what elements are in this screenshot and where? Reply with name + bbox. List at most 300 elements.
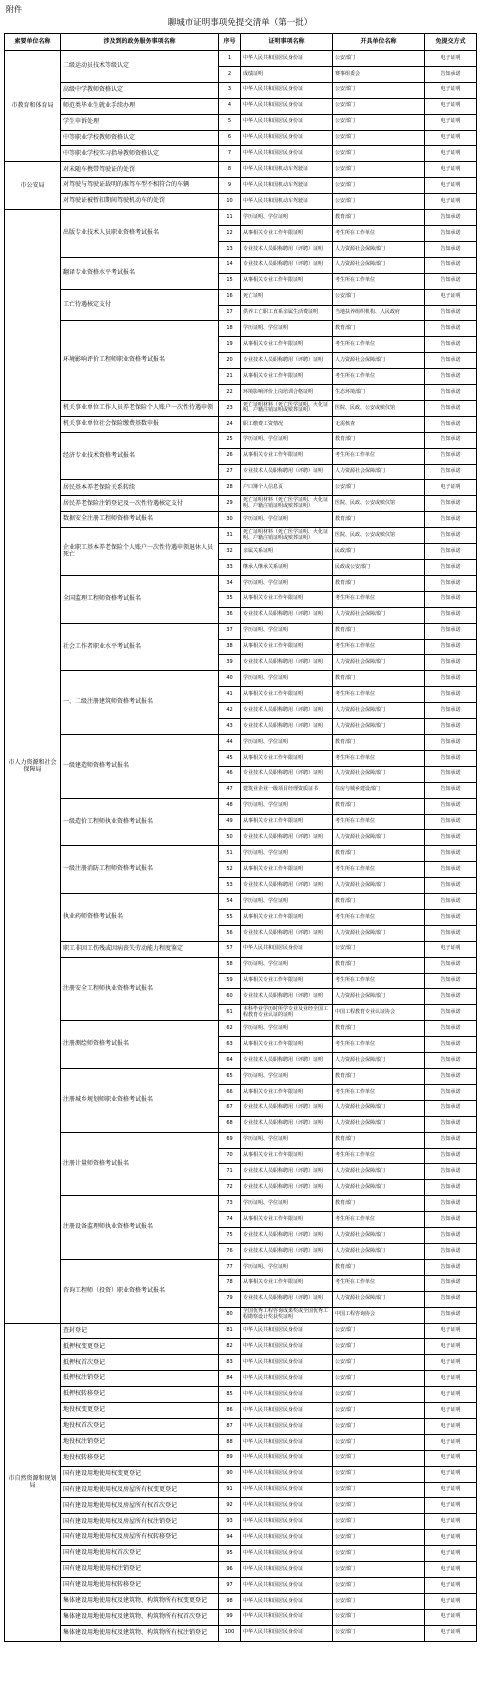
issuer-cell: 人力资源社会保障部门 [333, 1291, 425, 1307]
certificate-cell: 专业技术人员职称聘用（评聘）证明 [241, 1116, 333, 1132]
certificate-cell: 专业技术人员职称聘用（评聘）证明 [241, 241, 333, 257]
table-row [5, 1530, 477, 1546]
certificate-cell: 专业技术人员职称聘用（评聘）证明 [241, 464, 333, 480]
table-row [5, 1578, 477, 1594]
issuer-cell: 考生所在工作单位 [333, 973, 425, 989]
exemption-mode-cell: 告知承诺 [425, 257, 477, 273]
issuer-cell: 人力资源社会保障部门 [333, 257, 425, 273]
serial-no-cell: 89 [219, 1450, 241, 1466]
serial-no-cell: 41 [219, 687, 241, 703]
exemption-mode-cell: 电子证明 [425, 1434, 477, 1450]
certificate-cell: 从事相关专业工作年限证明 [241, 973, 333, 989]
service-item-cell: 数据安全注册工程师资格考试报名 [61, 512, 219, 528]
certificate-cell: 学历证明、学位证明 [241, 1069, 333, 1085]
issuer-cell: 教育部门 [333, 671, 425, 687]
issuer-cell: 教育部门 [333, 512, 425, 528]
issuer-cell: 公安部门 [333, 1578, 425, 1594]
exemption-mode-cell: 电子证明 [425, 194, 477, 210]
serial-no-cell: 69 [219, 1132, 241, 1148]
exemption-mode-cell: 告知承诺 [425, 814, 477, 830]
issuer-cell: 公安部门 [333, 1562, 425, 1578]
certificate-cell: 中华人民共和国居民身份证 [241, 1387, 333, 1403]
service-item-cell: 注册设备监理师执业资格考试报名 [61, 1196, 219, 1260]
serial-no-cell: 97 [219, 1578, 241, 1594]
exemption-mode-cell: 电子证明 [425, 1593, 477, 1609]
issuer-cell: 公安部门 [333, 1403, 425, 1419]
issuer-cell: 考生所在工作单位 [333, 369, 425, 385]
exemption-mode-cell: 告知承诺 [425, 639, 477, 655]
serial-no-cell: 77 [219, 1259, 241, 1275]
issuer-cell: 医院、民政、公安或殡仪馆 [333, 496, 425, 512]
serial-no-cell: 87 [219, 1418, 241, 1434]
issuer-cell: 公安部门 [333, 178, 425, 194]
exemption-mode-cell: 电子证明 [425, 1339, 477, 1355]
service-item-cell: 学生申诉处理 [61, 114, 219, 130]
certificate-cell: 死亡证明材料（死亡医学证明、火化证明、户籍注销证明或殡葬证明） [241, 400, 333, 416]
serial-no-cell: 8 [219, 162, 241, 178]
exemption-mode-cell: 告知承诺 [425, 448, 477, 464]
issuer-cell: 人力资源社会保障部门 [333, 925, 425, 941]
exemption-mode-cell: 告知承诺 [425, 1100, 477, 1116]
certificate-cell: 中华人民共和国居民身份证 [241, 1418, 333, 1434]
header-requesting-dept: 索要单位名称 [5, 34, 61, 51]
service-item-cell: 经济专业技术资格考试报名 [61, 432, 219, 480]
certificate-cell: 死亡证明 [241, 289, 333, 305]
certificate-cell: 从事相关专业工作年限证明 [241, 1275, 333, 1291]
exemption-mode-cell: 告知承诺 [425, 273, 477, 289]
certificate-cell: 学历证明、学位证明 [241, 1021, 333, 1037]
serial-no-cell: 2 [219, 66, 241, 82]
service-item-cell: 抵押权转移登记 [61, 1387, 219, 1403]
service-item-cell: 师范类毕业生就业手续办理 [61, 98, 219, 114]
service-item-cell: 职工非因工伤残或因病丧失劳动能力程度鉴定 [61, 941, 219, 957]
certificate-cell: 中华人民共和国居民身份证 [241, 1450, 333, 1466]
issuer-cell: 人力资源社会保障部门 [333, 1053, 425, 1069]
certificate-cell: 从事相关专业工作年限证明 [241, 225, 333, 241]
issuer-cell: 医院、民政、公安或殡仪馆 [333, 400, 425, 416]
exemption-mode-cell: 电子证明 [425, 1355, 477, 1371]
exemption-mode-cell: 告知承诺 [425, 1243, 477, 1259]
issuer-cell: 考生所在工作单位 [333, 687, 425, 703]
serial-no-cell: 58 [219, 957, 241, 973]
serial-no-cell: 4 [219, 98, 241, 114]
table-row [5, 1625, 477, 1641]
exemption-mode-cell: 告知承诺 [425, 321, 477, 337]
certificate-cell: 中华人民共和国居民身份证 [241, 1530, 333, 1546]
exemption-mode-cell: 告知承诺 [425, 1275, 477, 1291]
certificate-cell: 中华人民共和国居民身份证 [241, 1403, 333, 1419]
certificate-cell: 中华人民共和国居民身份证 [241, 1578, 333, 1594]
certificate-cell: 学历证明、学位证明 [241, 575, 333, 591]
serial-no-cell: 51 [219, 846, 241, 862]
issuer-cell: 人力资源社会保障部门 [333, 878, 425, 894]
issuer-cell: 人力资源社会保障部门 [333, 719, 425, 735]
table-row [5, 1418, 477, 1434]
exemption-mode-cell: 电子证明 [425, 1403, 477, 1419]
table-row [5, 734, 477, 750]
exemption-mode-cell: 电子证明 [425, 1609, 477, 1625]
issuer-cell: 公安部门 [333, 162, 425, 178]
exemption-mode-cell: 电子证明 [425, 82, 477, 98]
serial-no-cell: 55 [219, 909, 241, 925]
serial-no-cell: 48 [219, 798, 241, 814]
issuer-cell: 人力资源社会保障部门 [333, 241, 425, 257]
table-row [5, 400, 477, 416]
exemption-mode-cell: 告知承诺 [425, 1021, 477, 1037]
exemption-mode-cell: 电子证明 [425, 1546, 477, 1562]
service-item-cell: 翻译专业资格水平考试报名 [61, 257, 219, 289]
table-row [5, 114, 477, 130]
serial-no-cell: 32 [219, 544, 241, 560]
service-item-cell: 一级注册消防工程师资格考试报名 [61, 846, 219, 894]
certificate-cell: 学历证明、学位证明 [241, 1259, 333, 1275]
certificate-cell: 专业技术人员职称聘用（评聘）证明 [241, 1291, 333, 1307]
issuer-cell: 公安部门 [333, 1339, 425, 1355]
serial-no-cell: 52 [219, 862, 241, 878]
exemption-mode-cell: 告知承诺 [425, 687, 477, 703]
serial-no-cell: 63 [219, 1037, 241, 1053]
certificate-cell: 死亡证明材料（死亡医学证明、火化证明、户籍注销证明或殡葬证明） [241, 528, 333, 544]
service-item-cell: 注册安全工程师执业资格考试报名 [61, 957, 219, 1021]
service-item-cell: 注册城乡规划师职业资格考试报名 [61, 1069, 219, 1133]
table-row [5, 1069, 477, 1085]
exemption-mode-cell: 告知承诺 [425, 798, 477, 814]
service-item-cell: 执业药师资格考试报名 [61, 894, 219, 942]
serial-no-cell: 14 [219, 257, 241, 273]
serial-no-cell: 73 [219, 1196, 241, 1212]
issuer-cell: 教育部门 [333, 575, 425, 591]
certificate-cell: 继承人继承关系证明 [241, 560, 333, 576]
exemption-mode-cell: 告知承诺 [425, 225, 477, 241]
certificate-cell: 中华人民共和国居民身份证 [241, 1434, 333, 1450]
exemption-mode-cell: 电子证明 [425, 51, 477, 67]
issuer-cell: 公安部门 [333, 1609, 425, 1625]
exemption-mode-cell: 电子证明 [425, 146, 477, 162]
issuer-cell: 公安部门 [333, 1482, 425, 1498]
issuer-cell: 人力资源社会保障部门 [333, 1243, 425, 1259]
table-row [5, 1466, 477, 1482]
table-row [5, 1196, 477, 1212]
service-item-cell: 全国监理工程师资格考试报名 [61, 575, 219, 623]
serial-no-cell: 3 [219, 82, 241, 98]
table-row [5, 1339, 477, 1355]
table-row [5, 1323, 477, 1339]
serial-no-cell: 49 [219, 814, 241, 830]
header-issuer: 开具单位名称 [333, 34, 425, 51]
serial-no-cell: 44 [219, 734, 241, 750]
issuer-cell: 公安部门 [333, 98, 425, 114]
issuer-cell: 人力资源社会保障部门 [333, 353, 425, 369]
serial-no-cell: 78 [219, 1275, 241, 1291]
serial-no-cell: 54 [219, 894, 241, 910]
certificate-cell: 从事相关专业工作年限证明 [241, 369, 333, 385]
exemption-mode-cell: 告知承诺 [425, 544, 477, 560]
exemption-mode-cell: 告知承诺 [425, 909, 477, 925]
serial-no-cell: 68 [219, 1116, 241, 1132]
certificate-cell: 学历证明、学位证明 [241, 1196, 333, 1212]
certificate-cell: 中华人民共和国居民身份证 [241, 82, 333, 98]
exemption-mode-cell: 告知承诺 [425, 1084, 477, 1100]
serial-no-cell: 81 [219, 1323, 241, 1339]
exemption-mode-cell: 告知承诺 [425, 1037, 477, 1053]
table-row [5, 194, 477, 210]
exemption-mode-cell: 电子证明 [425, 1450, 477, 1466]
exemption-mode-cell: 告知承诺 [425, 750, 477, 766]
service-item-cell: 国有建设用地使用权首次登记 [61, 1546, 219, 1562]
issuer-cell: 赛事组委会 [333, 66, 425, 82]
service-item-cell: 地役权变更登记 [61, 1403, 219, 1419]
certificate-cell: 专业技术人员职称聘用（评聘）证明 [241, 1180, 333, 1196]
exemption-mode-cell: 告知承诺 [425, 432, 477, 448]
serial-no-cell: 53 [219, 878, 241, 894]
serial-no-cell: 19 [219, 337, 241, 353]
serial-no-cell: 91 [219, 1482, 241, 1498]
serial-no-cell: 33 [219, 560, 241, 576]
table-row [5, 130, 477, 146]
issuer-cell: 公安部门 [333, 1418, 425, 1434]
exemption-mode-cell: 告知承诺 [425, 1212, 477, 1228]
issuer-cell: 公安部门 [333, 1466, 425, 1482]
certificate-cell: 中华人民共和国居民身份证 [241, 941, 333, 957]
certificate-cell: 从事相关专业工作年限证明 [241, 687, 333, 703]
issuer-cell: 考生所在工作单位 [333, 814, 425, 830]
exemption-mode-cell: 电子证明 [425, 1387, 477, 1403]
table-row [5, 162, 477, 178]
certificate-cell: 学历证明、学位证明 [241, 432, 333, 448]
table-row [5, 51, 477, 67]
certificate-cell: 学历证明、学位证明 [241, 846, 333, 862]
certificate-cell: 学历证明、学位证明 [241, 957, 333, 973]
issuer-cell: 公安部门 [333, 1514, 425, 1530]
issuer-cell: 人力资源社会保障部门 [333, 830, 425, 846]
exemption-mode-cell: 告知承诺 [425, 973, 477, 989]
issuer-cell: 人力资源社会保障部门 [333, 1116, 425, 1132]
serial-no-cell: 94 [219, 1530, 241, 1546]
issuer-cell: 考生所在工作单位 [333, 909, 425, 925]
certificate-cell: 中华人民共和国机动车驾驶证 [241, 162, 333, 178]
serial-no-cell: 21 [219, 369, 241, 385]
certificate-cell: 中华人民共和国居民身份证 [241, 1339, 333, 1355]
issuer-cell: 公安部门 [333, 1355, 425, 1371]
issuer-cell: 教育部门 [333, 894, 425, 910]
service-item-cell: 集体建设用地使用权及建筑物、构筑物所有权变更登记 [61, 1593, 219, 1609]
issuer-cell: 公安部门 [333, 1625, 425, 1641]
exemption-mode-cell: 告知承诺 [425, 957, 477, 973]
issuer-cell: 考生所在工作单位 [333, 862, 425, 878]
exemption-mode-cell: 告知承诺 [425, 719, 477, 735]
issuer-cell: 民政或公安部门 [333, 560, 425, 576]
serial-no-cell: 26 [219, 448, 241, 464]
service-item-cell: 集体建设用地使用权及建筑物、构筑物所有权注销登记 [61, 1625, 219, 1641]
certificate-cell: 中华人民共和国机动车驾驶证 [241, 194, 333, 210]
certificate-cell: 中华人民共和国居民身份证 [241, 114, 333, 130]
table-row [5, 1514, 477, 1530]
issuer-cell: 公安部门 [333, 1434, 425, 1450]
issuer-cell: 公安部门 [333, 1498, 425, 1514]
exemption-mode-cell: 电子证明 [425, 1482, 477, 1498]
service-item-cell: 国有建设用地使用权及房屋所有权转移登记 [61, 1530, 219, 1546]
header-serial-no: 序号 [219, 34, 241, 51]
service-item-cell: 国有建设用地使用权及房屋所有权变更登记 [61, 1482, 219, 1498]
certificate-cell: 中华人民共和国居民身份证 [241, 1498, 333, 1514]
exemption-mode-cell: 告知承诺 [425, 1069, 477, 1085]
issuer-cell: 考生所在工作单位 [333, 639, 425, 655]
serial-no-cell: 84 [219, 1371, 241, 1387]
issuer-cell: 人力资源社会保障部门 [333, 1164, 425, 1180]
issuer-cell: 人力资源社会保障部门 [333, 607, 425, 623]
issuer-cell: 公安部门 [333, 480, 425, 496]
certificate-cell: 从事相关专业工作年限证明 [241, 591, 333, 607]
exemption-mode-cell: 告知承诺 [425, 1164, 477, 1180]
certificate-cell: 中华人民共和国居民身份证 [241, 1371, 333, 1387]
exemption-mode-cell: 电子证明 [425, 1498, 477, 1514]
serial-no-cell: 7 [219, 146, 241, 162]
serial-no-cell: 95 [219, 1546, 241, 1562]
table-row [5, 1132, 477, 1148]
certificate-cell: 环境影响评价上岗培训合格证明 [241, 385, 333, 401]
exemption-mode-cell: 告知承诺 [425, 655, 477, 671]
serial-no-cell: 37 [219, 623, 241, 639]
issuer-cell: 人力资源社会保障部门 [333, 464, 425, 480]
table-row [5, 416, 477, 432]
serial-no-cell: 43 [219, 719, 241, 735]
table-row [5, 623, 477, 639]
exemption-mode-cell: 告知承诺 [425, 878, 477, 894]
certificate-cell: 专业技术人员职称聘用（评聘）证明 [241, 766, 333, 782]
serial-no-cell: 45 [219, 750, 241, 766]
serial-no-cell: 88 [219, 1434, 241, 1450]
document-title: 聊城市证明事项免提交清单（第一批） [167, 18, 313, 28]
service-item-cell: 居民养老保险注销登记及一次性待遇核定支付 [61, 496, 219, 512]
issuer-cell: 民政部门 [333, 544, 425, 560]
service-item-cell: 国有建设用地使用权及房屋所有权首次登记 [61, 1498, 219, 1514]
serial-no-cell: 57 [219, 941, 241, 957]
issuer-cell: 人力资源社会保障部门 [333, 703, 425, 719]
serial-no-cell: 96 [219, 1562, 241, 1578]
exemption-mode-cell: 告知承诺 [425, 591, 477, 607]
service-item-cell: 高级中学教师资格认定 [61, 82, 219, 98]
table-row [5, 98, 477, 114]
serial-no-cell: 99 [219, 1609, 241, 1625]
service-item-cell: 地役权首次登记 [61, 1418, 219, 1434]
issuer-cell: 公安部门 [333, 114, 425, 130]
service-item-cell: 一级造价工程师执业资格考试报名 [61, 798, 219, 846]
serial-no-cell: 46 [219, 766, 241, 782]
annex-label: 附件 [6, 5, 22, 14]
certificate-cell: 专业技术人员职称聘用（评聘）证明 [241, 830, 333, 846]
service-item-cell: 地役权注销登记 [61, 1434, 219, 1450]
issuer-cell: 教育部门 [333, 432, 425, 448]
table-row [5, 1371, 477, 1387]
certificate-cell: 学历证明、学位证明 [241, 321, 333, 337]
serial-no-cell: 36 [219, 607, 241, 623]
issuer-cell: 公安部门 [333, 1546, 425, 1562]
exemption-mode-cell: 告知承诺 [425, 989, 477, 1005]
serial-no-cell: 22 [219, 385, 241, 401]
serial-no-cell: 25 [219, 432, 241, 448]
issuer-cell: 教育部门 [333, 210, 425, 226]
serial-no-cell: 42 [219, 703, 241, 719]
issuer-cell: 考生所在工作单位 [333, 1084, 425, 1100]
certificate-cell: 全国优秀工程咨询成果奖或全国优秀工程勘察设计奖获奖证明 [241, 1307, 333, 1323]
certificate-cell: 中华人民共和国居民身份证 [241, 1355, 333, 1371]
exemption-mode-cell: 告知承诺 [425, 703, 477, 719]
issuer-cell: 考生所在工作单位 [333, 273, 425, 289]
serial-no-cell: 20 [219, 353, 241, 369]
certificate-cell: 从事相关专业工作年限证明 [241, 1037, 333, 1053]
table-row [5, 671, 477, 687]
certificate-cell: 从事相关专业工作年限证明 [241, 1148, 333, 1164]
issuer-cell: 中国工程教育专业认证协会 [333, 1005, 425, 1021]
issuer-cell: 公安部门 [333, 1530, 425, 1546]
service-item-cell: 对驾驶与驾驶证载明的准驾车型不相符合的车辆 [61, 178, 219, 194]
serial-no-cell: 11 [219, 210, 241, 226]
serial-no-cell: 79 [219, 1291, 241, 1307]
header-exemption-mode: 免提交方式 [425, 34, 477, 51]
table-header-row [5, 34, 477, 51]
exemption-mode-cell: 电子证明 [425, 1625, 477, 1641]
certificate-cell: 中华人民共和国居民身份证 [241, 1323, 333, 1339]
serial-no-cell: 6 [219, 130, 241, 146]
certificate-cell: 从事相关专业工作年限证明 [241, 862, 333, 878]
issuer-cell: 考生所在工作单位 [333, 1212, 425, 1228]
exemption-mode-cell: 告知承诺 [425, 464, 477, 480]
exemption-mode-cell: 告知承诺 [425, 241, 477, 257]
issuer-cell: 教育部门 [333, 798, 425, 814]
department-cell: 市自然资源和规划局 [5, 1323, 61, 1641]
table-row [5, 178, 477, 194]
service-item-cell: 机关事业单位工作人员养老保险个人账户一次性待遇申领 [61, 400, 219, 416]
certificate-cell: 从事相关专业工作年限证明 [241, 909, 333, 925]
certificate-cell: 专业技术人员职称聘用（评聘）证明 [241, 925, 333, 941]
table-row [5, 257, 477, 273]
table-row [5, 321, 477, 337]
certificate-cell: 死亡证明材料（死亡医学证明、火化证明、户籍注销证明或殡葬证明） [241, 496, 333, 512]
exemption-mode-cell: 电子证明 [425, 480, 477, 496]
exemption-mode-cell: 告知承诺 [425, 305, 477, 321]
table-row [5, 1434, 477, 1450]
serial-no-cell: 5 [219, 114, 241, 130]
serial-no-cell: 100 [219, 1625, 241, 1641]
issuer-cell: 公安部门 [333, 1593, 425, 1609]
certificate-cell: 供养工亡职工直系亲属生活费证明 [241, 305, 333, 321]
certificate-cell: 学历证明、学位证明 [241, 671, 333, 687]
exemption-mode-cell: 电子证明 [425, 1562, 477, 1578]
certificate-cell: 专业技术人员职称聘用（评聘）证明 [241, 1100, 333, 1116]
service-item-cell: 抵押权注销登记 [61, 1371, 219, 1387]
certificate-cell: 中华人民共和国居民身份证 [241, 1482, 333, 1498]
serial-no-cell: 9 [219, 178, 241, 194]
service-item-cell: 抵押权变更登记 [61, 1339, 219, 1355]
issuer-cell: 公安部门 [333, 941, 425, 957]
table-row [5, 1403, 477, 1419]
exemption-mode-cell: 告知承诺 [425, 1228, 477, 1244]
certificate-cell: 中华人民共和国居民身份证 [241, 1546, 333, 1562]
serial-no-cell: 56 [219, 925, 241, 941]
serial-no-cell: 98 [219, 1593, 241, 1609]
exemption-mode-cell: 电子证明 [425, 941, 477, 957]
exemption-mode-cell: 电子证明 [425, 1371, 477, 1387]
issuer-cell: 考生所在工作单位 [333, 225, 425, 241]
serial-no-cell: 39 [219, 655, 241, 671]
table-row [5, 798, 477, 814]
exemption-mode-cell: 告知承诺 [425, 782, 477, 798]
certificate-cell: 从事相关专业工作年限证明 [241, 448, 333, 464]
exemption-mode-cell: 告知承诺 [425, 575, 477, 591]
certificate-cell: 专业技术人员职称聘用（评聘）证明 [241, 878, 333, 894]
exemption-mode-cell: 告知承诺 [425, 846, 477, 862]
table-row [5, 528, 477, 544]
